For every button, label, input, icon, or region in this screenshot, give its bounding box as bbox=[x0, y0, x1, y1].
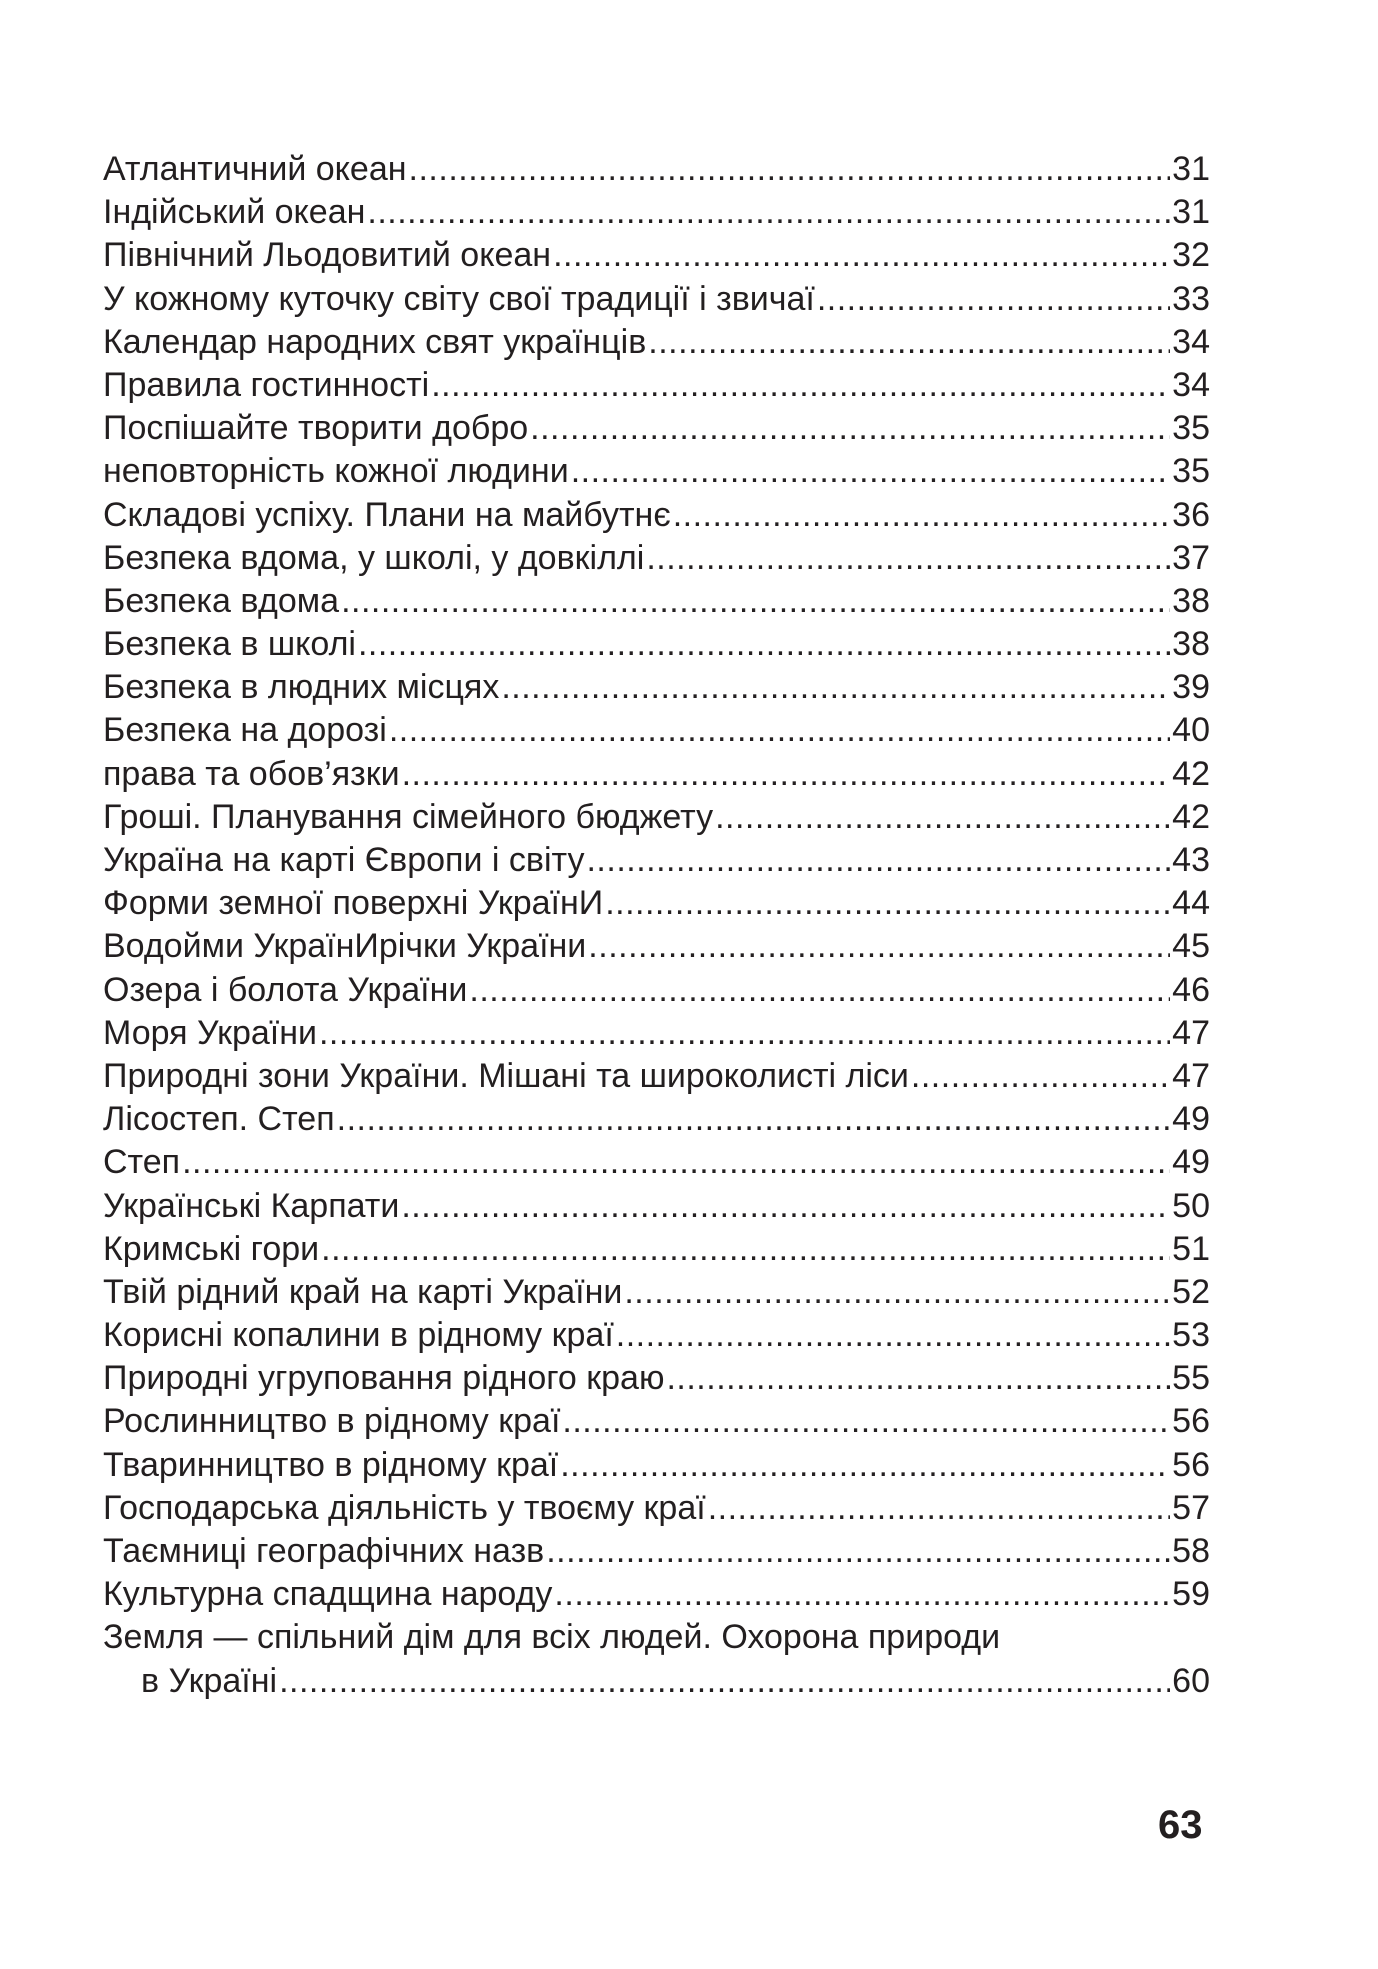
toc-entry-title: Безпека вдома bbox=[103, 581, 340, 620]
toc-entry-title: Форми земної поверхні УкраїнИ bbox=[103, 884, 604, 923]
leader-dots bbox=[546, 1530, 1170, 1573]
toc-entry-title: Індійський океан bbox=[103, 193, 366, 232]
toc-entry-title: Безпека в школі bbox=[103, 625, 356, 664]
toc-entry-page: 49 bbox=[1172, 1100, 1210, 1139]
leader-dots bbox=[341, 580, 1170, 623]
toc-entry-page: 35 bbox=[1172, 452, 1210, 491]
toc-entry-page: 60 bbox=[1172, 1661, 1210, 1700]
toc-entry-page: 36 bbox=[1172, 495, 1210, 534]
toc-entry-title: Складові успіху. Плани на майбутнє bbox=[103, 495, 671, 534]
toc-entry-title: Твій рідний край на карті України bbox=[103, 1272, 623, 1311]
leader-dots bbox=[715, 796, 1170, 839]
toc-entry bbox=[103, 882, 1210, 925]
toc-entry bbox=[103, 1357, 1210, 1400]
toc-entry bbox=[103, 278, 1210, 321]
toc-entry bbox=[103, 1487, 1210, 1530]
leader-dots bbox=[409, 148, 1171, 191]
toc-entry-title: Українські Карпати bbox=[103, 1186, 400, 1225]
toc-entry-page: 38 bbox=[1172, 625, 1210, 664]
toc-entry-page: 56 bbox=[1172, 1402, 1210, 1441]
toc-entry bbox=[103, 796, 1210, 839]
toc-entry-title: Україна на карті Європи і світу bbox=[103, 841, 585, 879]
toc-entry-title: Безпека на дорозі bbox=[103, 711, 387, 750]
leader-dots bbox=[554, 1573, 1170, 1616]
toc-entry-page: 39 bbox=[1172, 668, 1210, 707]
toc-entry-page: 51 bbox=[1172, 1229, 1210, 1268]
toc-entry-page: 33 bbox=[1172, 279, 1210, 318]
leader-dots bbox=[358, 623, 1170, 666]
toc-entry-title: Озера і болота України bbox=[103, 970, 468, 1009]
toc-entry bbox=[103, 450, 1210, 493]
toc-entry-page: 37 bbox=[1172, 538, 1210, 577]
toc-entry-title: Лісостеп. Степ bbox=[103, 1100, 335, 1139]
toc-entry bbox=[103, 148, 1210, 191]
toc-entry bbox=[103, 925, 1210, 968]
page-number: 63 bbox=[1158, 1803, 1203, 1847]
leader-dots bbox=[431, 364, 1170, 407]
toc-entry-title: Кримські гори bbox=[103, 1229, 320, 1268]
leader-dots bbox=[553, 234, 1170, 277]
toc-entry bbox=[103, 1271, 1210, 1314]
leader-dots bbox=[817, 278, 1170, 321]
toc-entry bbox=[103, 1660, 1210, 1703]
toc-entry bbox=[103, 1444, 1210, 1487]
toc-entry bbox=[103, 191, 1210, 234]
toc-entry-page: 47 bbox=[1172, 1056, 1210, 1095]
toc-entry-page: 56 bbox=[1172, 1445, 1210, 1484]
leader-dots bbox=[624, 1271, 1170, 1314]
toc-entry-page: 59 bbox=[1172, 1575, 1210, 1614]
toc-entry-page: 40 bbox=[1172, 711, 1210, 750]
toc-entry-title: Корисні копалини в рідному краї bbox=[103, 1316, 614, 1355]
toc-entry-page: 38 bbox=[1172, 581, 1210, 620]
toc-entry bbox=[103, 709, 1210, 752]
toc-entry-page: 44 bbox=[1172, 884, 1210, 923]
leader-dots bbox=[389, 709, 1170, 752]
table-of-contents bbox=[103, 148, 1210, 1703]
toc-entry bbox=[103, 580, 1210, 623]
leader-dots bbox=[616, 1314, 1170, 1357]
toc-entry bbox=[103, 1314, 1210, 1357]
leader-dots bbox=[666, 1357, 1170, 1400]
toc-entry-page: 50 bbox=[1172, 1186, 1210, 1225]
toc-entry-title: Господарська діяльність у твоєму краї bbox=[103, 1488, 706, 1527]
leader-dots bbox=[708, 1487, 1170, 1530]
leader-dots bbox=[562, 1400, 1170, 1443]
leader-dots bbox=[571, 450, 1170, 493]
toc-entry-title: Поспішайте творити добро bbox=[103, 409, 529, 448]
toc-entry-title: Степ bbox=[103, 1143, 181, 1182]
toc-entry bbox=[103, 1141, 1210, 1184]
leader-dots bbox=[605, 882, 1170, 925]
toc-entry-page: 58 bbox=[1172, 1532, 1210, 1570]
leader-dots bbox=[588, 925, 1170, 968]
leader-dots bbox=[469, 969, 1170, 1012]
leader-dots bbox=[530, 407, 1170, 450]
toc-entry bbox=[103, 1012, 1210, 1055]
toc-entry-page: 57 bbox=[1172, 1488, 1210, 1527]
toc-entry-page: 31 bbox=[1172, 193, 1210, 232]
toc-entry-title: Культурна спадщина народу bbox=[103, 1575, 553, 1614]
toc-entry-page: 42 bbox=[1172, 797, 1210, 836]
toc-entry bbox=[103, 407, 1210, 450]
toc-entry-title: Природні зони України. Мішані та широколисті ліси bbox=[103, 1056, 909, 1095]
toc-entry-title: У кожному куточку світу свої традиції і звичаї bbox=[103, 279, 815, 318]
toc-entry bbox=[103, 321, 1210, 364]
leader-dots bbox=[367, 191, 1170, 234]
leader-dots bbox=[673, 494, 1170, 537]
toc-entry-title: Таємниці географічних назв bbox=[103, 1532, 545, 1570]
toc-entry-title: Безпека в людних місцях bbox=[103, 668, 500, 707]
leader-dots bbox=[182, 1141, 1170, 1184]
toc-entry-title: Тваринництво в рідному краї bbox=[103, 1445, 559, 1484]
leader-dots bbox=[501, 666, 1170, 709]
toc-entry bbox=[103, 537, 1210, 580]
toc-entry-title: права та обов’язки bbox=[103, 754, 400, 793]
leader-dots bbox=[337, 1098, 1171, 1141]
toc-entry bbox=[103, 1228, 1210, 1271]
toc-entry-page: 47 bbox=[1172, 1013, 1210, 1052]
toc-entry-title: Рослинництво в рідному краї bbox=[103, 1402, 561, 1441]
leader-dots bbox=[402, 753, 1171, 796]
toc-entry-page: 34 bbox=[1172, 322, 1210, 361]
toc-entry-title: Північний Льодовитий океан bbox=[103, 236, 552, 275]
toc-entry bbox=[103, 1185, 1210, 1228]
toc-entry bbox=[103, 969, 1210, 1012]
toc-entry-title: Атлантичний океан bbox=[103, 150, 407, 188]
leader-dots bbox=[321, 1228, 1170, 1271]
toc-entry bbox=[103, 753, 1210, 796]
toc-entry-title: Моря України bbox=[103, 1013, 317, 1052]
leader-dots bbox=[560, 1444, 1170, 1487]
toc-entry bbox=[103, 839, 1210, 882]
toc-entry-page: 34 bbox=[1172, 365, 1210, 404]
leader-dots bbox=[279, 1660, 1170, 1703]
toc-entry bbox=[103, 623, 1210, 666]
leader-dots bbox=[648, 321, 1170, 364]
toc-entry-page: 46 bbox=[1172, 970, 1210, 1009]
toc-entry bbox=[103, 1530, 1210, 1573]
toc-entry bbox=[103, 1573, 1210, 1616]
toc-entry-page: 43 bbox=[1172, 841, 1210, 879]
toc-entry-page: 52 bbox=[1172, 1272, 1210, 1311]
toc-entry bbox=[103, 1055, 1210, 1098]
toc-entry-page: 35 bbox=[1172, 409, 1210, 448]
toc-entry bbox=[103, 1098, 1210, 1141]
toc-entry-page: 42 bbox=[1172, 754, 1210, 793]
leader-dots bbox=[319, 1012, 1170, 1055]
toc-entry-title: Природні угруповання рідного краю bbox=[103, 1359, 665, 1398]
toc-entry-title: Безпека вдома, у школі, у довкіллі bbox=[103, 538, 645, 577]
toc-entry-title: Календар народних свят українців bbox=[103, 322, 647, 361]
toc-entry-title: Водойми УкраїнИрічки України bbox=[103, 927, 587, 966]
toc-entry bbox=[103, 364, 1210, 407]
toc-entry bbox=[103, 494, 1210, 537]
toc-entry bbox=[103, 234, 1210, 277]
leader-dots bbox=[911, 1055, 1170, 1098]
toc-entry-title: Правила гостинності bbox=[103, 365, 430, 404]
leader-dots bbox=[401, 1185, 1170, 1228]
toc-entry-page: 53 bbox=[1172, 1316, 1210, 1355]
leader-dots bbox=[586, 839, 1170, 882]
toc-entry-title-line1: Земля — спільний дім для всіх людей. Охорона природи bbox=[103, 1618, 1001, 1657]
toc-entry bbox=[103, 666, 1210, 709]
toc-entry-page: 55 bbox=[1172, 1359, 1210, 1398]
toc-entry-title: Гроші. Планування сімейного бюджету bbox=[103, 797, 714, 836]
toc-entry-title-line2: в Україні bbox=[141, 1661, 278, 1700]
leader-dots bbox=[646, 537, 1170, 580]
toc-entry-page: 45 bbox=[1172, 927, 1210, 966]
toc-entry-page: 31 bbox=[1172, 150, 1210, 188]
toc-entry-title: неповторність кожної людини bbox=[103, 452, 569, 491]
toc-entry bbox=[103, 1400, 1210, 1443]
toc-entry-page: 49 bbox=[1172, 1143, 1210, 1182]
toc-entry-page: 32 bbox=[1172, 236, 1210, 275]
